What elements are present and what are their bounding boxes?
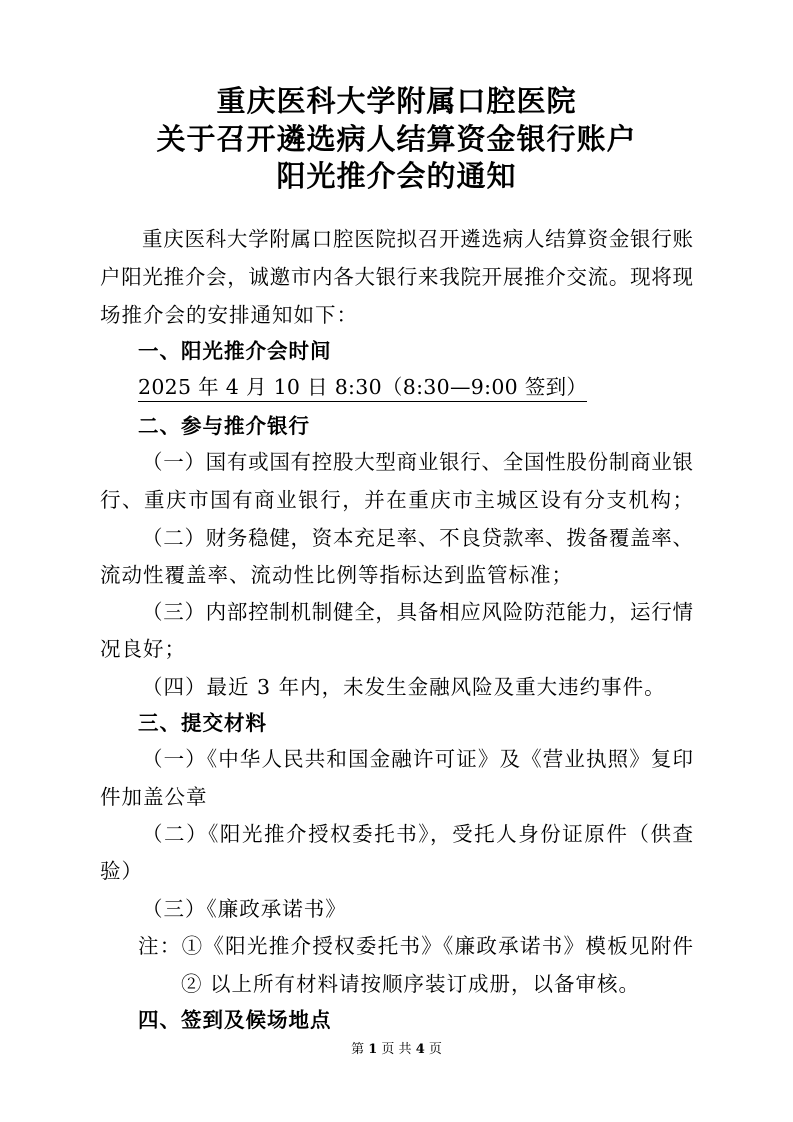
section-4-heading: 四、签到及候场地点 <box>138 1008 332 1032</box>
bank-criteria-1-line-2: 行、重庆市国有商业银行，并在重庆市主城区设有分支机构； <box>100 488 693 512</box>
page-footer <box>0 1042 793 1058</box>
intro-line-3: 场推介会的安排通知如下： <box>100 303 358 327</box>
bank-criteria-1-line-1: （一）国有或国有控股大型商业银行、全国性股份制商业银 <box>142 450 693 474</box>
bank-criteria-2-line-1: （二）财务稳健，资本充足率、不良贷款率、拨备覆盖率、 <box>142 526 693 550</box>
bank-criteria-4: （四）最近 3 年内，未发生金融风险及重大违约事件。 <box>142 675 666 699</box>
bank-criteria-3-line-2: 况良好； <box>100 637 186 661</box>
meeting-time-text: 2025 年 4 月 10 日 8:30（8:30—9:00 签到） <box>138 375 587 402</box>
title-line-1: 重庆医科大学附属口腔医院 <box>216 84 577 118</box>
note-line-1: 注：①《阳光推介授权委托书》《廉政承诺书》模板见附件 <box>138 934 693 958</box>
footer-prefix: 第 <box>351 1042 365 1057</box>
note-line-2: ② 以上所有材料请按顺序装订成册，以备审核。 <box>181 972 641 996</box>
meeting-time <box>138 373 587 401</box>
footer-suffix: 页 <box>428 1042 442 1057</box>
footer-total-pages: 4 <box>415 1042 425 1057</box>
bank-criteria-2-line-2: 流动性覆盖率、流动性比例等指标达到监管标准； <box>100 563 573 587</box>
materials-1-line-1: （一）《中华人民共和国金融许可证》及《营业执照》复印 <box>142 747 693 771</box>
intro-line-2: 户阳光推介会，诚邀市内各大银行来我院开展推介交流。现将现 <box>100 265 693 289</box>
footer-page-number: 1 <box>368 1042 378 1057</box>
materials-2-line-2: 验） <box>100 859 143 883</box>
section-1-heading: 一、阳光推介会时间 <box>138 339 332 363</box>
materials-1-line-2: 件加盖公章 <box>100 785 208 809</box>
section-3-heading: 三、提交材料 <box>138 711 267 735</box>
bank-criteria-3-line-1: （三）内部控制机制健全，具备相应风险防范能力，运行情 <box>142 600 693 624</box>
footer-middle: 页 共 <box>381 1042 412 1057</box>
title-line-3: 阳光推介会的通知 <box>276 159 517 193</box>
section-2-heading: 二、参与推介银行 <box>138 414 310 438</box>
intro-line-1: 重庆医科大学附属口腔医院拟召开遴选病人结算资金银行账 <box>142 227 693 251</box>
title-line-2: 关于召开遴选病人结算资金银行账户 <box>156 122 637 156</box>
materials-3: （三）《廉政承诺书》 <box>142 897 347 921</box>
materials-2-line-1: （二）《阳光推介授权委托书》，受托人身份证原件（供查 <box>142 822 693 846</box>
